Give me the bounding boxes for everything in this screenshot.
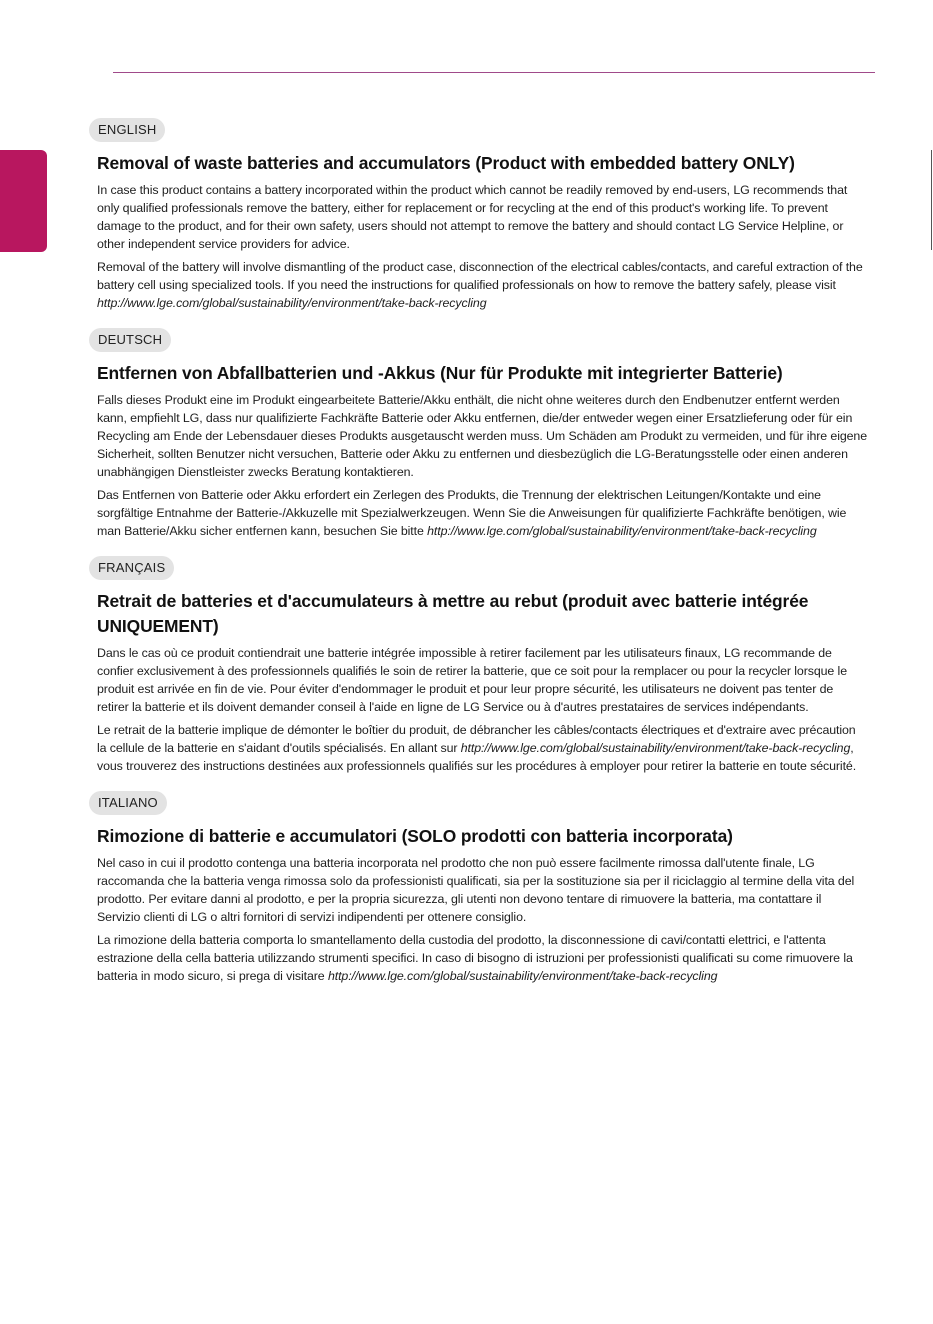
paragraph: Dans le cas où ce produit contiendrait une batterie intégrée impossible à retirer facilement par les utilisateurs finaux, LG recommande de confier exclusivement à des professionnels qualifiés le soin de retirer la batterie, que ce soit pour la remplacer ou pour la recycler lorsque le produit est arrivée en fin de vie. Pour éviter d'endommager le produit et pour leur propre sécurité, les utilisateurs ne doivent pas tenter de retirer la batterie et ils doivent demander conseil à l'aide en ligne de LG Service ou à d'autres prestataires de services indépendants. [97, 646, 847, 714]
paragraph [97, 931, 867, 985]
right-margin-mark [931, 150, 932, 250]
paragraph: Nel caso in cui il prodotto contenga una batteria incorporata nel prodotto che non può essere facilmente rimossa dall'utente finale, LG raccomanda che la batteria venga rimossa solo da professionisti qualificati, sia per la sostituzione sia per il riciclaggio al termine della vita del prodotto. Per evitare danni al prodotto, e per la propria sicurezza, gli utenti non devono tentare di rimuovere la batteria, ma contattare il Servizio clienti di LG o altri fornitori di servizi indipendenti per ottenere consiglio. [97, 856, 855, 924]
section-heading: Rimozione di batterie e accumulatori (SOLO prodotti con batteria incorporata) [97, 826, 733, 846]
language-badge: ENGLISH [89, 118, 165, 142]
section-heading: Removal of waste batteries and accumulators (Product with embedded battery ONLY) [97, 153, 795, 173]
recycling-link[interactable]: http://www.lge.com/global/sustainability/environment/take-back-recycling [97, 296, 487, 310]
language-side-tab [0, 150, 47, 252]
section-heading: Retrait de batteries et d'accumulateurs à mettre au rebut (produit avec batterie intégrée UNIQUEMENT) [97, 591, 809, 636]
document-body [97, 118, 867, 1001]
section-heading: Entfernen von Abfallbatterien und -Akkus (Nur für Produkte mit integrierter Batterie) [97, 363, 783, 383]
paragraph [97, 486, 867, 540]
language-badge: DEUTSCH [89, 328, 171, 352]
section-deutsch [97, 328, 867, 540]
paragraph-text: Le retrait de la batterie implique de démonter le boîtier du produit, de débrancher les câbles/contacts électriques et d'extraire avec précaution la cellule de la batterie en s'aidant d'outils spécialisés. En allant sur [97, 723, 856, 755]
header-rule [113, 72, 875, 73]
recycling-link[interactable]: http://www.lge.com/global/sustainability/environment/take-back-recycling [327, 969, 718, 983]
section-italiano [97, 791, 867, 985]
paragraph-text-after: , vous trouverez des instructions destinées aux professionnels qualifiés sur les procédures à employer pour retirer la batterie en toute sécurité. [97, 741, 857, 773]
paragraph: In case this product contains a battery incorporated within the product which cannot be readily removed by end-users, LG recommends that only qualified professionals remove the battery, either for replacement or for recycling at the end of this product's working life. To prevent damage to the product, and for their own safety, users should not attempt to remove the battery and should contact LG Service Helpline, or other independent service providers for advice. [97, 183, 848, 251]
language-badge: FRANÇAIS [89, 556, 174, 580]
section-english [97, 118, 867, 312]
paragraph-text: La rimozione della batteria comporta lo smantellamento della custodia del prodotto, la disconnessione di cavi/contatti elettrici, e l'attenta estrazione della cella batteria utilizzando strumenti specifici. In caso di bisogno di istruzioni per professionisti qualificati su come rimuovere la batteria in modo sicuro, si prega di visitare [97, 933, 853, 983]
paragraph: Falls dieses Produkt eine im Produkt eingearbeitete Batterie/Akku enthält, die nicht ohne weiteres durch den Endbenutzer entfernt werden kann, empfiehlt LG, dass nur qualifizierte Fachkräfte Batterie oder Akku entfernen, die/der entweder wegen einer Ersatzlieferung oder für ein Recycling am Ende der Lebensdauer dieses Produkts ausgetauscht werden muss. Um Schäden am Produkt zu vermeiden, und für ihre eigene Sicherheit, sollten Benutzer nicht versuchen, Batterie oder Akku zu entfernen und diesbezüglich die LG-Beratungsstelle oder einen anderen unabhängigen Dienstleister zwecks Beratung kontaktieren. [97, 393, 868, 479]
paragraph [97, 721, 867, 775]
recycling-link[interactable]: http://www.lge.com/global/sustainability/environment/take-back-recycling [460, 741, 851, 755]
language-badge: ITALIANO [89, 791, 167, 815]
paragraph [97, 258, 867, 312]
section-francais [97, 556, 867, 775]
paragraph-text: Das Entfernen von Batterie oder Akku erfordert ein Zerlegen des Produkts, die Trennung der elektrischen Leitungen/Kontakte und eine sorgfältige Entnahme der Batterie-/Akkuzelle mit Spezialwerkzeugen. Wenn Sie die Anweisungen für qualifizierte Fachkräfte benötigen, wie man Batterie/Akku sicher entfernen kann, besuchen Sie bitte [97, 488, 847, 538]
recycling-link[interactable]: http://www.lge.com/global/sustainability/environment/take-back-recycling [427, 524, 817, 538]
paragraph-text: Removal of the battery will involve dismantling of the product case, disconnection of the electrical cables/contacts, and careful extraction of the battery cell using specialized tools. If you need the instructions for qualified professionals on how to remove the battery safely, please visit [97, 260, 863, 292]
